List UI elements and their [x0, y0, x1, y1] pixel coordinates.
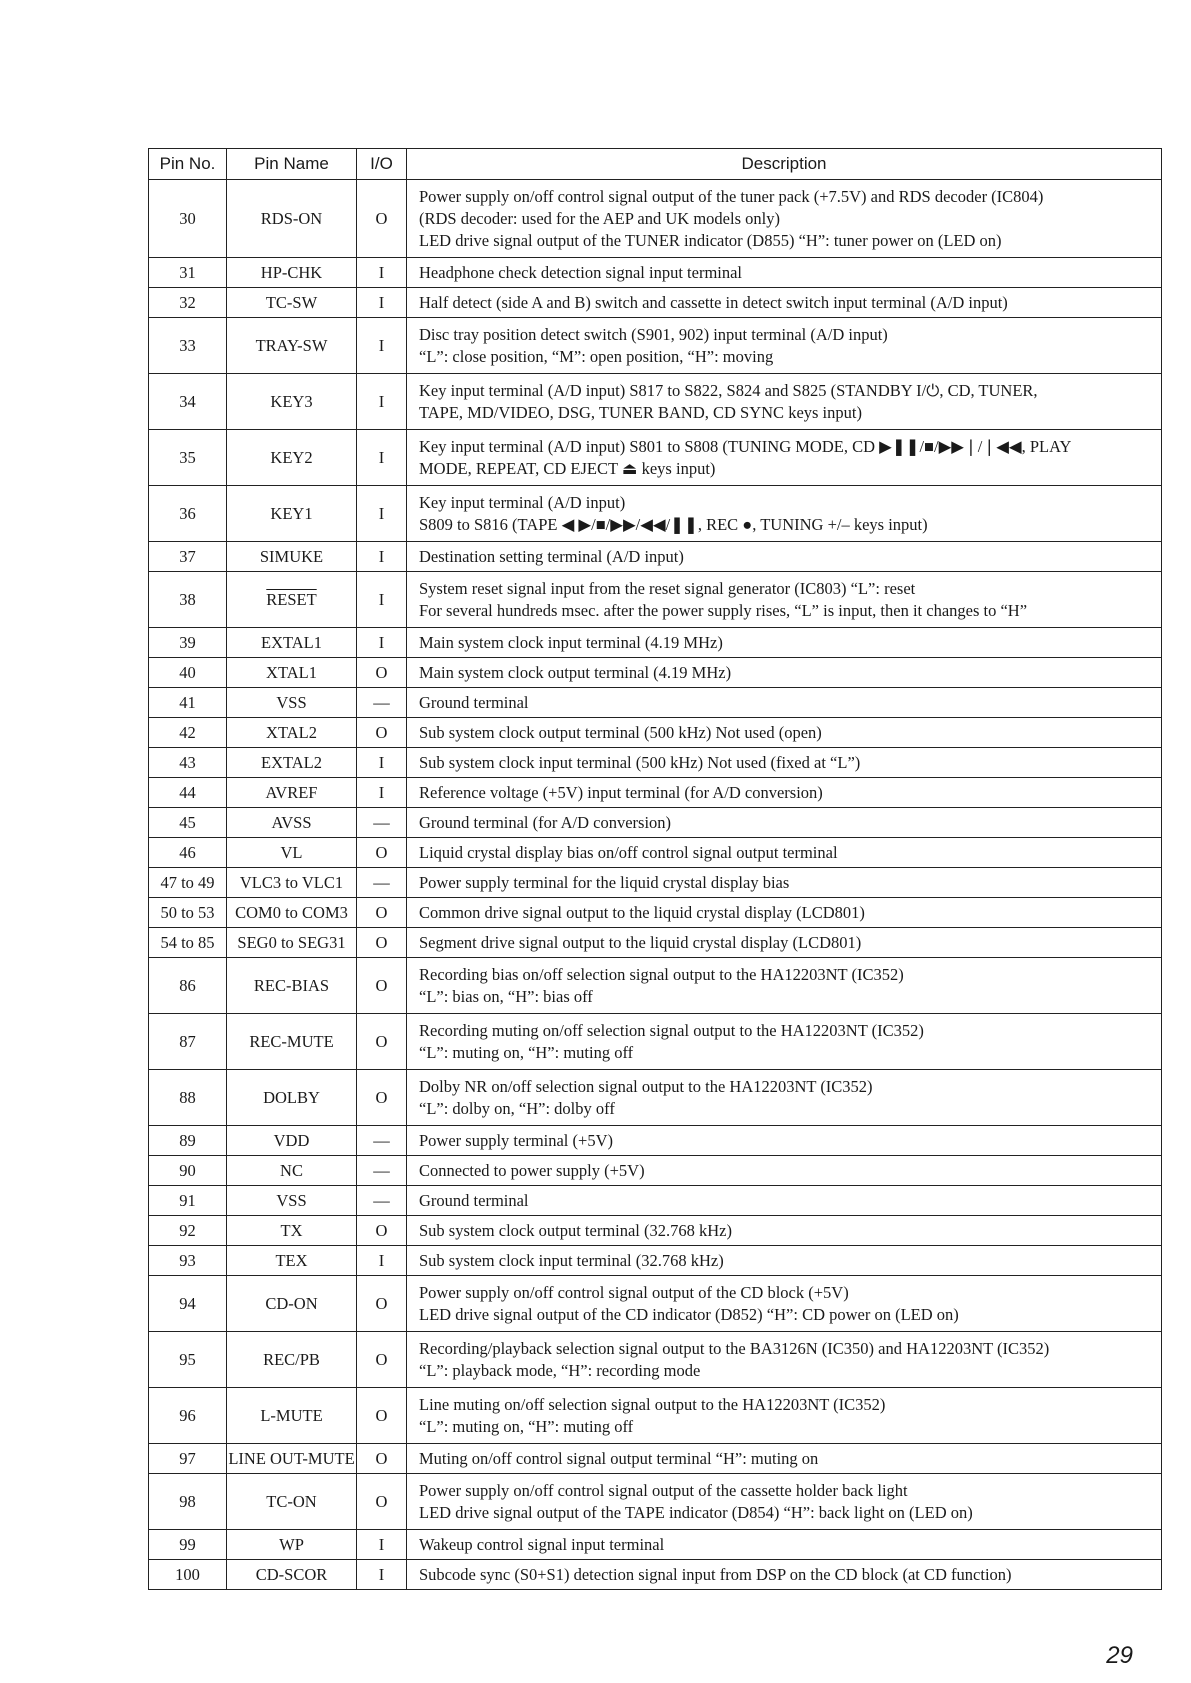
pin-description [407, 572, 1162, 628]
description-line: Muting on/off control signal output terminal “H”: muting on [419, 1448, 819, 1468]
pin-description [407, 928, 1162, 958]
description-line: “L”: playback mode, “H”: recording mode [419, 1360, 701, 1380]
pin-description [407, 542, 1162, 572]
pin-name: WP [227, 1530, 357, 1560]
pin-number: 39 [149, 628, 227, 658]
description-line: Subcode sync (S0+S1) detection signal input from DSP on the CD block (at CD function) [419, 1564, 1012, 1584]
table-row [149, 430, 1162, 486]
pin-name: REC-MUTE [227, 1014, 357, 1070]
pin-io: — [357, 1186, 407, 1216]
pin-number: 90 [149, 1156, 227, 1186]
pin-io: I [357, 1530, 407, 1560]
table-row [149, 838, 1162, 868]
table-header-row [149, 149, 1162, 180]
pin-number: 92 [149, 1216, 227, 1246]
pin-number: 89 [149, 1126, 227, 1156]
table-row [149, 1156, 1162, 1186]
pin-description [407, 1332, 1162, 1388]
pin-name: DOLBY [227, 1070, 357, 1126]
pin-number: 97 [149, 1444, 227, 1474]
pin-description [407, 808, 1162, 838]
description-line: Ground terminal (for A/D conversion) [419, 812, 672, 832]
description-line: Power supply terminal (+5V) [419, 1130, 613, 1150]
pin-number: 86 [149, 958, 227, 1014]
description-line: Ground terminal [419, 1190, 529, 1210]
pin-description [407, 1186, 1162, 1216]
pin-io: O [357, 658, 407, 688]
pin-io: I [357, 288, 407, 318]
table-row [149, 748, 1162, 778]
pin-description [407, 1156, 1162, 1186]
table-row [149, 808, 1162, 838]
table-row [149, 1126, 1162, 1156]
pin-name: L-MUTE [227, 1388, 357, 1444]
pin-description [407, 1560, 1162, 1590]
pin-name: SIMUKE [227, 542, 357, 572]
pin-io: O [357, 1388, 407, 1444]
pin-number: 31 [149, 258, 227, 288]
description-line: TAPE, MD/VIDEO, DSG, TUNER BAND, CD SYNC keys input) [419, 402, 862, 422]
description-line: Sub system clock input terminal (32.768 kHz) [419, 1250, 724, 1270]
pin-name: XTAL1 [227, 658, 357, 688]
pin-io: I [357, 1246, 407, 1276]
pin-name: REC-BIAS [227, 958, 357, 1014]
pin-description [407, 628, 1162, 658]
table-row [149, 628, 1162, 658]
pin-description [407, 868, 1162, 898]
description-line: Power supply on/off control signal output of the cassette holder back light [419, 1480, 908, 1500]
pin-name: KEY3 [227, 374, 357, 430]
pin-io: I [357, 1560, 407, 1590]
description-line: Destination setting terminal (A/D input) [419, 546, 684, 566]
description-line: Key input terminal (A/D input) S817 to S822, S824 and S825 (STANDBY I/⏻, CD, TUNER, [419, 380, 1038, 400]
table-row [149, 1530, 1162, 1560]
pin-description [407, 778, 1162, 808]
pin-name: EXTAL2 [227, 748, 357, 778]
pin-io: I [357, 572, 407, 628]
description-line: Power supply terminal for the liquid crystal display bias [419, 872, 790, 892]
pin-number: 40 [149, 658, 227, 688]
table-row [149, 572, 1162, 628]
description-line: Sub system clock output terminal (32.768 kHz) [419, 1220, 732, 1240]
pin-number: 44 [149, 778, 227, 808]
description-line: Dolby NR on/off selection signal output to the HA12203NT (IC352) [419, 1076, 873, 1096]
pin-description [407, 1474, 1162, 1530]
pin-io: O [357, 1216, 407, 1246]
pin-io: I [357, 318, 407, 374]
header-pin-name: Pin Name [227, 149, 357, 180]
pin-number: 30 [149, 180, 227, 258]
header-description: Description [407, 149, 1162, 180]
pin-number: 94 [149, 1276, 227, 1332]
pin-description [407, 1014, 1162, 1070]
pin-io: I [357, 778, 407, 808]
table-row [149, 258, 1162, 288]
table-row [149, 778, 1162, 808]
description-line: Key input terminal (A/D input) [419, 492, 626, 512]
table-row [149, 288, 1162, 318]
pin-name: EXTAL1 [227, 628, 357, 658]
pin-io: O [357, 1474, 407, 1530]
table-row [149, 1388, 1162, 1444]
description-line: Recording/playback selection signal output to the BA3126N (IC350) and HA12203NT (IC352) [419, 1338, 1050, 1358]
pin-number: 45 [149, 808, 227, 838]
pin-number: 98 [149, 1474, 227, 1530]
pin-io: O [357, 958, 407, 1014]
description-line: “L”: bias on, “H”: bias off [419, 986, 593, 1006]
pin-io: O [357, 1332, 407, 1388]
table-row [149, 1474, 1162, 1530]
description-line: LED drive signal output of the CD indicator (D852) “H”: CD power on (LED on) [419, 1304, 959, 1324]
pin-io: — [357, 868, 407, 898]
description-line: LED drive signal output of the TAPE indicator (D854) “H”: back light on (LED on) [419, 1502, 973, 1522]
pin-number: 34 [149, 374, 227, 430]
description-line: Liquid crystal display bias on/off control signal output terminal [419, 842, 838, 862]
pin-number: 37 [149, 542, 227, 572]
description-line: “L”: close position, “M”: open position, “H”: moving [419, 346, 774, 366]
pin-number: 33 [149, 318, 227, 374]
pin-number: 46 [149, 838, 227, 868]
description-line: “L”: muting on, “H”: muting off [419, 1042, 634, 1062]
pin-name: TRAY-SW [227, 318, 357, 374]
pin-description [407, 1126, 1162, 1156]
pin-io: I [357, 748, 407, 778]
pin-description [407, 180, 1162, 258]
table-row [149, 1216, 1162, 1246]
pin-io: O [357, 1014, 407, 1070]
pin-name: VL [227, 838, 357, 868]
pin-io: I [357, 542, 407, 572]
table-row [149, 1444, 1162, 1474]
pin-number: 32 [149, 288, 227, 318]
pin-name: KEY2 [227, 430, 357, 486]
pin-name: VSS [227, 688, 357, 718]
pin-description [407, 898, 1162, 928]
pin-description-table [148, 148, 1162, 1590]
pin-io: — [357, 688, 407, 718]
description-line: MODE, REPEAT, CD EJECT ⏏ keys input) [419, 458, 716, 478]
table-row [149, 658, 1162, 688]
description-line: System reset signal input from the reset signal generator (IC803) “L”: reset [419, 578, 916, 598]
pin-io: O [357, 1276, 407, 1332]
table-row [149, 928, 1162, 958]
description-line: “L”: dolby on, “H”: dolby off [419, 1098, 615, 1118]
table-row [149, 688, 1162, 718]
pin-io: O [357, 718, 407, 748]
pin-description [407, 658, 1162, 688]
header-io: I/O [357, 149, 407, 180]
table-row [149, 1332, 1162, 1388]
description-line: Headphone check detection signal input terminal [419, 262, 743, 282]
table-row [149, 180, 1162, 258]
description-line: S809 to S816 (TAPE ◀ ▶/■/▶▶/◀◀/❚❚, REC ●, TUNING +/– keys input) [419, 514, 928, 534]
pin-io: I [357, 258, 407, 288]
pin-io: O [357, 838, 407, 868]
pin-number: 38 [149, 572, 227, 628]
table-body [149, 180, 1162, 1590]
pin-description [407, 288, 1162, 318]
pin-name: SEG0 to SEG31 [227, 928, 357, 958]
pin-name: NC [227, 1156, 357, 1186]
table-row [149, 374, 1162, 430]
description-line: Power supply on/off control signal output of the CD block (+5V) [419, 1282, 849, 1302]
pin-description [407, 1246, 1162, 1276]
pin-number: 99 [149, 1530, 227, 1560]
pin-description [407, 718, 1162, 748]
pin-number: 42 [149, 718, 227, 748]
pin-io: I [357, 430, 407, 486]
pin-number: 54 to 85 [149, 928, 227, 958]
description-line: Connected to power supply (+5V) [419, 1160, 645, 1180]
table-row [149, 1560, 1162, 1590]
pin-number: 91 [149, 1186, 227, 1216]
pin-io: O [357, 180, 407, 258]
table-row [149, 1070, 1162, 1126]
pin-name: CD-SCOR [227, 1560, 357, 1590]
pin-description [407, 1276, 1162, 1332]
table-row [149, 958, 1162, 1014]
pin-io: O [357, 898, 407, 928]
pin-description [407, 748, 1162, 778]
pin-number: 41 [149, 688, 227, 718]
pin-description [407, 688, 1162, 718]
pin-name: TEX [227, 1246, 357, 1276]
pin-number: 100 [149, 1560, 227, 1590]
pin-description [407, 374, 1162, 430]
pin-io: I [357, 628, 407, 658]
description-line: Wakeup control signal input terminal [419, 1534, 665, 1554]
pin-number: 88 [149, 1070, 227, 1126]
pin-description [407, 430, 1162, 486]
pin-name: RDS-ON [227, 180, 357, 258]
pin-io: O [357, 928, 407, 958]
pin-number: 36 [149, 486, 227, 542]
pin-description [407, 1070, 1162, 1126]
description-line: “L”: muting on, “H”: muting off [419, 1416, 634, 1436]
pin-number: 95 [149, 1332, 227, 1388]
table-row [149, 868, 1162, 898]
pin-name: REC/PB [227, 1332, 357, 1388]
pin-name: VDD [227, 1126, 357, 1156]
table-row [149, 542, 1162, 572]
description-line: Sub system clock input terminal (500 kHz) Not used (fixed at “L”) [419, 752, 861, 772]
pin-name: COM0 to COM3 [227, 898, 357, 928]
pin-io: — [357, 1156, 407, 1186]
table-row [149, 898, 1162, 928]
table-row [149, 718, 1162, 748]
pin-name: VSS [227, 1186, 357, 1216]
pin-description [407, 838, 1162, 868]
pin-io: I [357, 374, 407, 430]
description-line: Main system clock output terminal (4.19 MHz) [419, 662, 732, 682]
pin-number: 35 [149, 430, 227, 486]
pin-number: 96 [149, 1388, 227, 1444]
description-line: Sub system clock output terminal (500 kHz) Not used (open) [419, 722, 822, 742]
pin-description [407, 1216, 1162, 1246]
description-line: Main system clock input terminal (4.19 MHz) [419, 632, 723, 652]
pin-name: RESET [227, 572, 357, 628]
description-line: LED drive signal output of the TUNER indicator (D855) “H”: tuner power on (LED on) [419, 230, 1002, 250]
pin-name: TX [227, 1216, 357, 1246]
table-row [149, 1014, 1162, 1070]
header-pin-no: Pin No. [149, 149, 227, 180]
description-line: Ground terminal [419, 692, 529, 712]
pin-io: O [357, 1444, 407, 1474]
pin-name: CD-ON [227, 1276, 357, 1332]
table-row [149, 1186, 1162, 1216]
description-line: Half detect (side A and B) switch and cassette in detect switch input terminal (A/D input) [419, 292, 1008, 312]
pin-number: 43 [149, 748, 227, 778]
description-line: Disc tray position detect switch (S901, 902) input terminal (A/D input) [419, 324, 888, 344]
description-line: Segment drive signal output to the liquid crystal display (LCD801) [419, 932, 862, 952]
pin-number: 50 to 53 [149, 898, 227, 928]
description-line: Key input terminal (A/D input) S801 to S808 (TUNING MODE, CD ▶❚❚/■/▶▶❘/❘◀◀, PLAY [419, 436, 1072, 456]
pin-io: O [357, 1070, 407, 1126]
description-line: (RDS decoder: used for the AEP and UK models only) [419, 208, 780, 228]
pin-name: HP-CHK [227, 258, 357, 288]
page-number: 29 [1106, 1642, 1133, 1669]
pin-name: LINE OUT-MUTE [227, 1444, 357, 1474]
pin-name: KEY1 [227, 486, 357, 542]
pin-number: 47 to 49 [149, 868, 227, 898]
description-line: For several hundreds msec. after the power supply rises, “L” is input, then it changes to “H” [419, 600, 1028, 620]
pin-description [407, 486, 1162, 542]
pin-name: AVSS [227, 808, 357, 838]
pin-description [407, 318, 1162, 374]
description-line: Reference voltage (+5V) input terminal (for A/D conversion) [419, 782, 823, 802]
description-line: Common drive signal output to the liquid crystal display (LCD801) [419, 902, 865, 922]
description-line: Power supply on/off control signal output of the tuner pack (+7.5V) and RDS decoder (IC804) [419, 186, 1044, 206]
pin-description [407, 258, 1162, 288]
table-row [149, 486, 1162, 542]
pin-name: XTAL2 [227, 718, 357, 748]
pin-description [407, 1444, 1162, 1474]
description-line: Line muting on/off selection signal output to the HA12203NT (IC352) [419, 1394, 886, 1414]
pin-io: I [357, 486, 407, 542]
pin-description [407, 1530, 1162, 1560]
description-line: Recording muting on/off selection signal output to the HA12203NT (IC352) [419, 1020, 924, 1040]
pin-io: — [357, 1126, 407, 1156]
pin-name: VLC3 to VLC1 [227, 868, 357, 898]
description-line: Recording bias on/off selection signal output to the HA12203NT (IC352) [419, 964, 904, 984]
pin-name: AVREF [227, 778, 357, 808]
pin-number: 93 [149, 1246, 227, 1276]
pin-number: 87 [149, 1014, 227, 1070]
table-row [149, 318, 1162, 374]
table-row [149, 1246, 1162, 1276]
pin-name: TC-ON [227, 1474, 357, 1530]
table-row [149, 1276, 1162, 1332]
pin-io: — [357, 808, 407, 838]
pin-description [407, 958, 1162, 1014]
pin-description [407, 1388, 1162, 1444]
pin-name: TC-SW [227, 288, 357, 318]
